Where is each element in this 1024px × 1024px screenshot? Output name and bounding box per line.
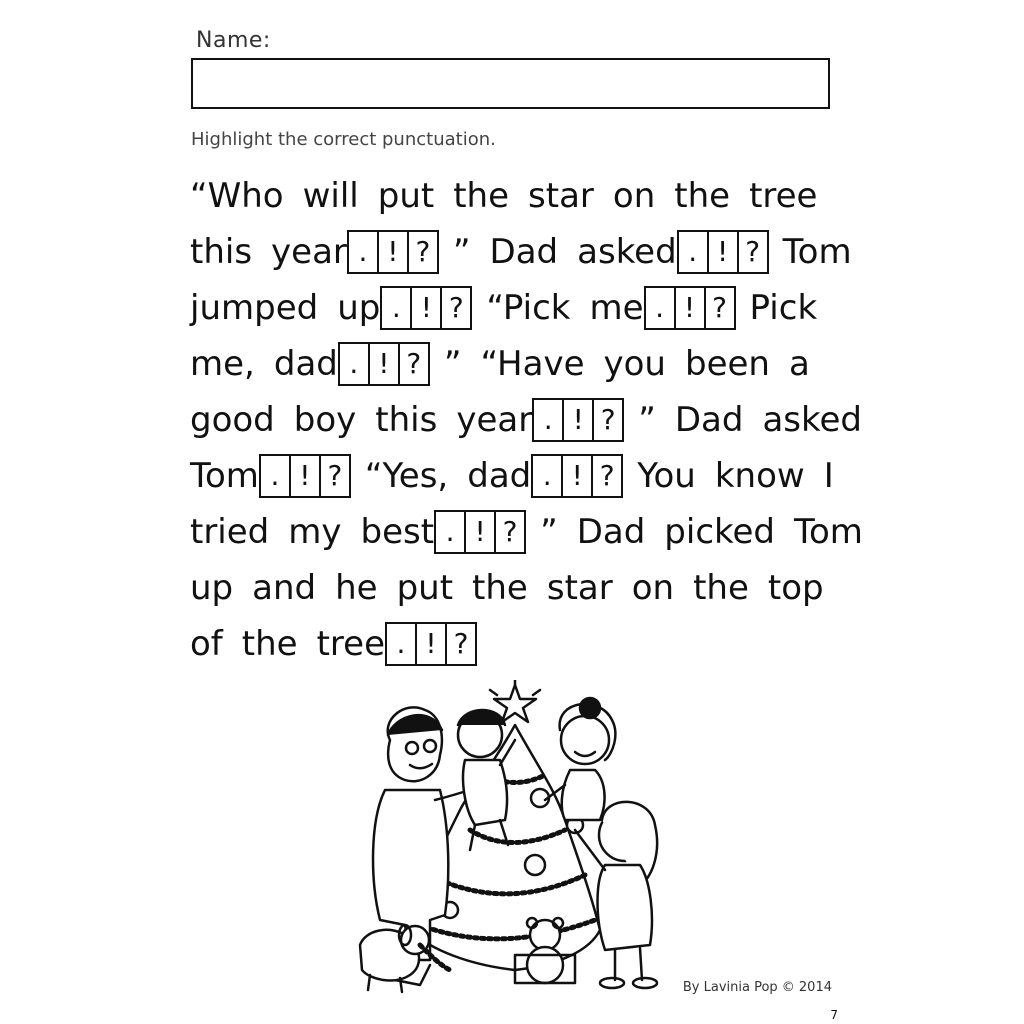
punctuation-option-question[interactable]: ? [406, 347, 422, 380]
story-word: “Have [480, 344, 585, 384]
page-number: 7 [830, 1008, 838, 1022]
story-word: good [190, 400, 275, 440]
punctuation-choice-group [531, 454, 623, 498]
story-word: ” [452, 232, 471, 272]
punctuation-option-exclamation[interactable]: ! [564, 400, 594, 440]
story-word: me [589, 288, 644, 328]
story-word: Tom [190, 456, 259, 496]
story-word: year [456, 400, 533, 440]
story-word: me, [190, 344, 255, 384]
story-word: tried [190, 512, 270, 552]
story-word: “Yes, [364, 456, 449, 496]
story-line [190, 560, 840, 616]
punctuation-option-question[interactable]: ? [599, 459, 615, 492]
story-line [190, 224, 852, 280]
name-label: Name: [196, 28, 271, 53]
punctuation-option-question[interactable]: ? [327, 459, 343, 492]
credit: By Lavinia Pop © 2014 [682, 980, 832, 995]
punctuation-choice-group [338, 342, 430, 386]
punctuation-option-exclamation[interactable]: ! [676, 288, 706, 328]
story-line [190, 168, 840, 224]
punctuation-option-question[interactable]: ? [600, 403, 616, 436]
punctuation-option-period[interactable]: . [534, 400, 564, 440]
punctuation-option-period[interactable]: . [340, 344, 370, 384]
story-word: on [612, 176, 656, 216]
story-word: of [190, 624, 223, 664]
story-word: dad [467, 456, 532, 496]
story-word: the [693, 568, 749, 608]
story-line [190, 448, 840, 504]
punctuation-choice-group [644, 286, 736, 330]
story-word: star [528, 176, 594, 216]
punctuation-option-period[interactable]: . [646, 288, 676, 328]
story-word: top [767, 568, 824, 608]
story-word: best [360, 512, 435, 552]
story-word: put [377, 176, 435, 216]
story-word: on [631, 568, 675, 608]
story-word: Pick [749, 288, 818, 328]
story-line [190, 392, 862, 448]
punctuation-choice-group [380, 286, 472, 330]
story-text [190, 168, 863, 672]
story-word: boy [293, 400, 357, 440]
punctuation-option-question[interactable]: ? [453, 627, 469, 660]
story-line [190, 336, 840, 392]
story-word: You [637, 456, 696, 496]
story-word: the [241, 624, 298, 664]
story-word: he [335, 568, 378, 608]
story-word: “Pick [486, 288, 571, 328]
name-field[interactable] [191, 58, 830, 109]
punctuation-choice-group [434, 510, 526, 554]
story-word: been [684, 344, 770, 384]
punctuation-option-exclamation[interactable]: ! [412, 288, 442, 328]
punctuation-option-period[interactable]: . [349, 232, 379, 272]
punctuation-option-period[interactable]: . [382, 288, 412, 328]
punctuation-option-exclamation[interactable]: ! [379, 232, 409, 272]
story-word: Dad [674, 400, 744, 440]
punctuation-option-question[interactable]: ? [415, 235, 431, 268]
story-word: asked [577, 232, 677, 272]
story-word: and [252, 568, 317, 608]
story-word: Tom [794, 512, 863, 552]
story-word: Dad [576, 512, 646, 552]
story-word: tree [749, 176, 818, 216]
story-word: my [288, 512, 342, 552]
punctuation-option-period[interactable]: . [387, 624, 417, 664]
punctuation-option-exclamation[interactable]: ! [291, 456, 321, 496]
story-line [190, 616, 840, 672]
punctuation-option-period[interactable]: . [436, 512, 466, 552]
story-word: “Who [190, 176, 284, 216]
story-word: up [337, 288, 381, 328]
punctuation-option-exclamation[interactable]: ! [417, 624, 447, 664]
story-word: know [714, 456, 805, 496]
story-word: ” [638, 400, 656, 440]
story-word: year [271, 232, 347, 272]
punctuation-option-exclamation[interactable]: ! [370, 344, 400, 384]
story-word: the [472, 568, 528, 608]
story-word: the [674, 176, 731, 216]
punctuation-option-exclamation[interactable]: ! [563, 456, 593, 496]
story-word: ” [443, 344, 462, 384]
punctuation-option-exclamation[interactable]: ! [709, 232, 739, 272]
story-line [190, 280, 840, 336]
story-word: you [603, 344, 666, 384]
punctuation-choice-group [532, 398, 624, 442]
punctuation-option-exclamation[interactable]: ! [466, 512, 496, 552]
story-word: jumped [190, 288, 319, 328]
punctuation-option-question[interactable]: ? [448, 291, 464, 324]
punctuation-choice-group [677, 230, 769, 274]
story-word: tree [316, 624, 385, 664]
punctuation-choice-group [259, 454, 351, 498]
family-decorating-christmas-tree-illustration [350, 680, 680, 1005]
story-word: will [302, 176, 359, 216]
story-word: asked [762, 400, 862, 440]
story-line [190, 504, 863, 560]
story-word: Tom [782, 232, 852, 272]
punctuation-option-question[interactable]: ? [502, 515, 518, 548]
punctuation-option-question[interactable]: ? [745, 235, 761, 268]
punctuation-option-period[interactable]: . [679, 232, 709, 272]
punctuation-option-question[interactable]: ? [712, 291, 727, 324]
story-word: Dad [489, 232, 559, 272]
story-word: star [546, 568, 613, 608]
story-word: ” [540, 512, 558, 552]
punctuation-option-period[interactable]: . [261, 456, 291, 496]
punctuation-choice-group [385, 622, 477, 666]
story-word: up [190, 568, 234, 608]
punctuation-option-period[interactable]: . [533, 456, 563, 496]
story-word: put [396, 568, 454, 608]
story-word: I [823, 456, 834, 496]
story-word: picked [664, 512, 775, 552]
story-word: a [788, 344, 810, 384]
story-word: the [453, 176, 510, 216]
story-word: this [190, 232, 253, 272]
story-word: dad [273, 344, 338, 384]
punctuation-choice-group [347, 230, 439, 274]
story-word: this [375, 400, 438, 440]
instructions: Highlight the correct punctuation. [191, 129, 496, 150]
